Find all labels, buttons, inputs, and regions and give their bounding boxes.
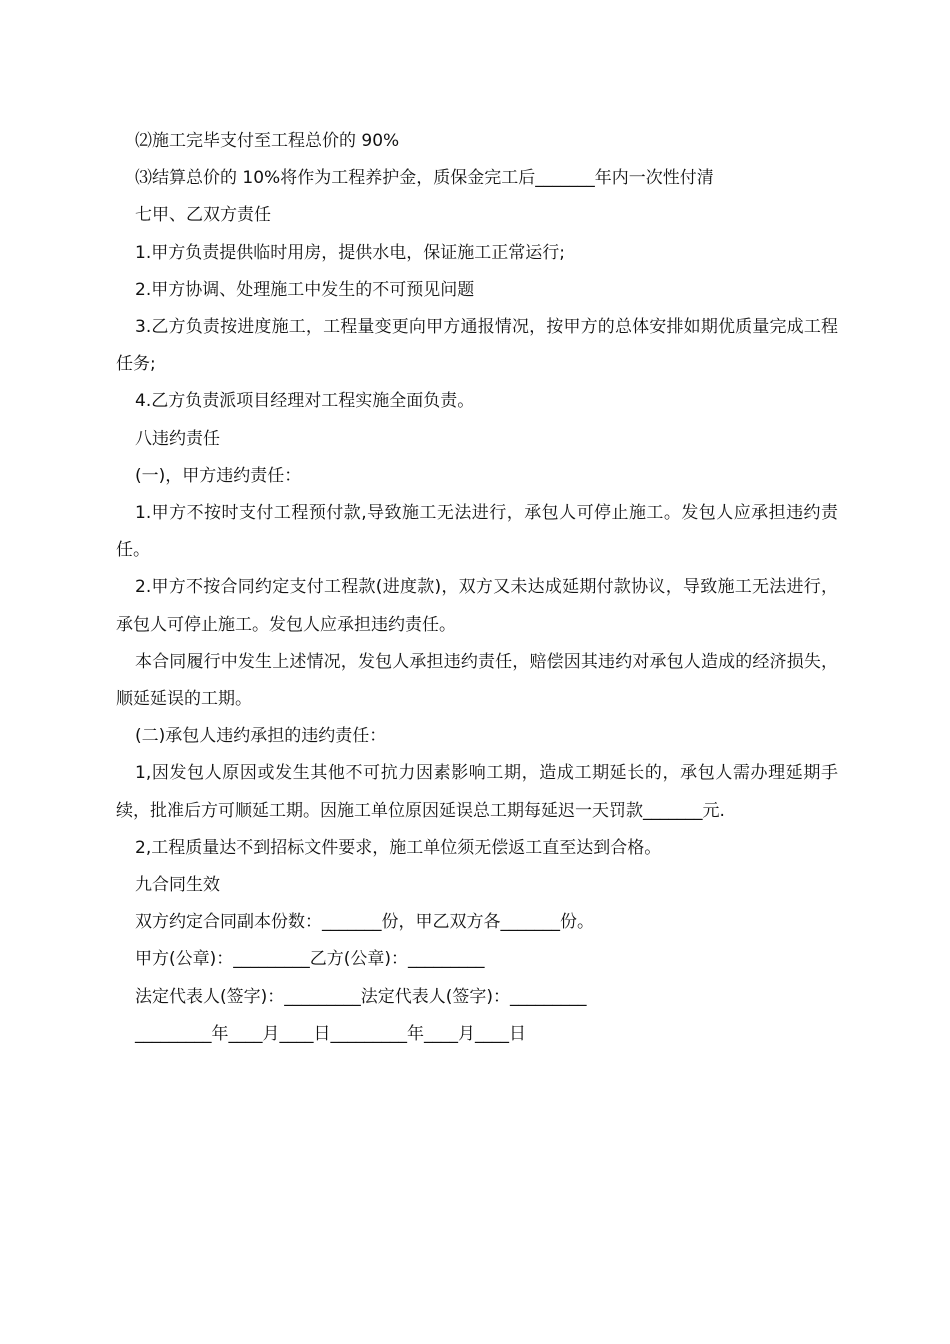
duty-item-4: 4.乙方负责派项目经理对工程实施全面负责。 [135, 391, 475, 412]
payment-clause-3: ⑶结算总价的 10%将作为工程养护金，质保金完工后_______年内一次性付清 [135, 168, 714, 189]
section-9-heading: 九合同生效 [135, 875, 220, 896]
date-line: _________年____月____日_________年____月____日 [135, 1023, 526, 1044]
party-a-breach-heading: (一)，甲方违约责任： [135, 465, 302, 486]
contract-copies-line: 双方约定合同副本份数：_______份，甲乙双方各_______份。 [135, 912, 594, 933]
section-7-heading: 七甲、乙双方责任 [135, 205, 271, 226]
contractor-breach-item-2: 2,工程质量达不到招标文件要求，施工单位须无偿返工直至达到合格。 [135, 837, 662, 858]
contractor-breach-heading: (二)承包人违约承担的违约责任： [135, 726, 387, 747]
party-a-breach-item-2: 2.甲方不按合同约定支付工程款(进度款)，双方又未达成延期付款协议，导致施工无法进行，承包人可停止施工。发包人应承担违约责任。 [116, 577, 838, 635]
party-a-breach-note: 本合同履行中发生上述情况，发包人承担违约责任，赔偿因其违约对承包人造成的经济损失，顺延延误的工期。 [116, 651, 838, 710]
document-page [116, 123, 838, 1053]
representative-signature-line: 法定代表人(签字)：_________法定代表人(签字)：_________ [135, 986, 587, 1007]
section-8-heading: 八违约责任 [135, 428, 220, 449]
contractor-breach-item-1: 1,因发包人原因或发生其他不可抗力因素影响工期，造成工期延长的，承包人需办理延期手续，批准后方可顺延工期。因施工单位原因延误总工期每延迟一天罚款_______元. [116, 763, 838, 821]
duty-item-2: 2.甲方协调、处理施工中发生的不可预见问题 [135, 279, 475, 300]
duty-item-3: 3.乙方负责按进度施工，工程量变更向甲方通报情况，按甲方的总体安排如期优质量完成工程任务; [116, 317, 838, 375]
seal-line: 甲方(公章)：_________乙方(公章)：_________ [135, 949, 485, 970]
payment-clause-2: ⑵施工完毕支付至工程总价的 90% [135, 131, 400, 151]
party-a-breach-item-1: 1.甲方不按时支付工程预付款,导致施工无法进行，承包人可停止施工。发包人应承担违约责任。 [116, 503, 838, 561]
duty-item-1: 1.甲方负责提供临时用房，提供水电，保证施工正常运行; [135, 242, 565, 263]
